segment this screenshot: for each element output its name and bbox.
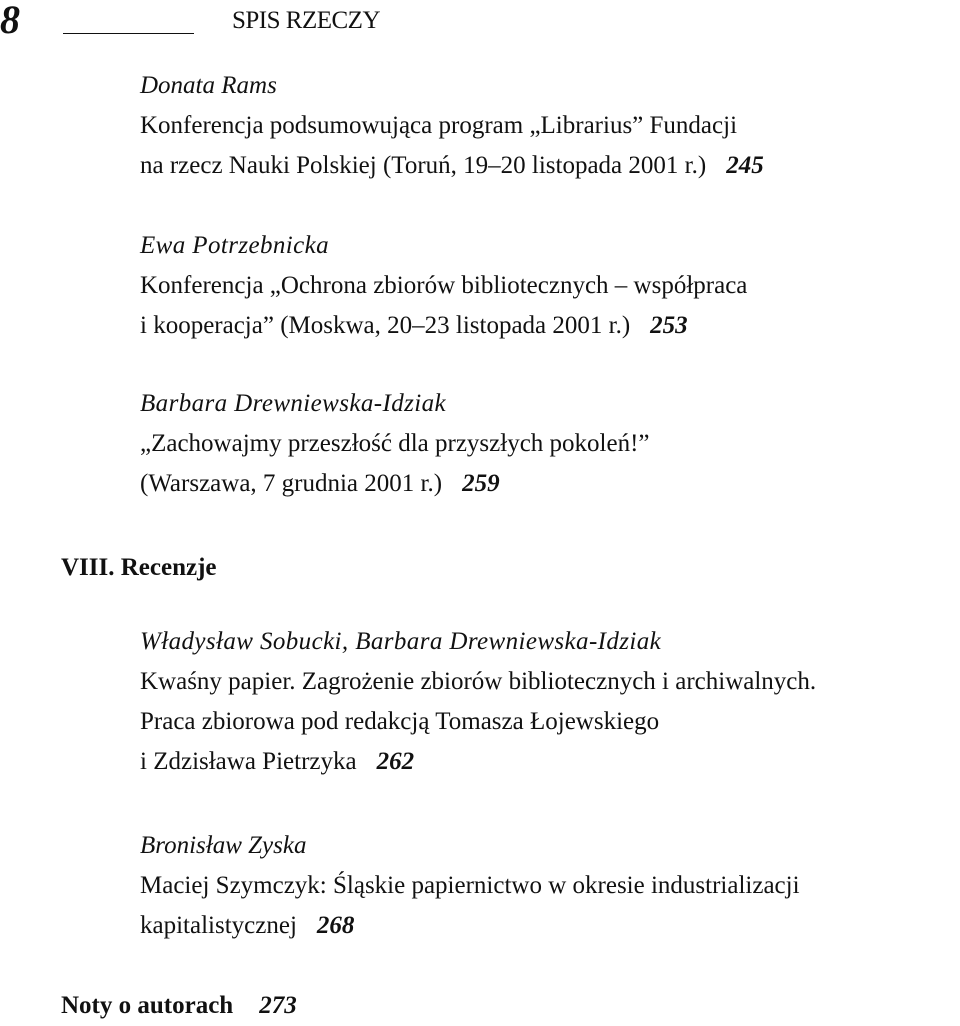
toc-entry [140,66,764,186]
header-rule [63,33,194,34]
section-heading-label: Noty o autorach [61,992,234,1019]
entry-title-line [140,906,800,946]
entry-author: Ewa Potrzebnicka [140,232,330,259]
entry-title-line [140,464,650,504]
entry-author: Władysław Sobucki, Barbara Drewniewska-Idziak [140,628,662,655]
entry-title-text: i kooperacja” (Moskwa, 20–23 listopada 2001 r.) [140,312,631,339]
section-heading-noty [61,986,297,1026]
toc-entry [140,622,816,782]
toc-entry [140,826,800,946]
entry-page-number: 262 [376,748,415,775]
entry-title-text: na rzecz Nauki Polskiej (Toruń, 19–20 listopada 2001 r.) [140,152,707,179]
entry-title-line: Praca zbiorowa pod redakcją Tomasza Łojewskiego [140,708,660,735]
entry-title-line: Maciej Szymczyk: Śląskie papiernictwo w okresie industrializacji [140,872,800,899]
entry-title-text: kapitalistycznej [140,912,297,939]
entry-title-line: „Zachowajmy przeszłość dla przyszłych pokoleń!” [140,430,650,457]
toc-entry [140,384,650,504]
entry-author: Bronisław Zyska [140,832,307,859]
entry-page-number: 268 [316,912,355,939]
entry-author: Barbara Drewniewska-Idziak [140,390,446,417]
entry-title-line [140,306,747,346]
entry-title-text: (Warszawa, 7 grudnia 2001 r.) [140,470,443,497]
toc-entry [140,226,747,346]
entry-title-line: Konferencja „Ochrona zbiorów bibliotecznych – współpraca [140,272,748,299]
entry-page-number: 259 [462,470,500,497]
running-head: SPIS RZECZY [232,7,381,34]
entry-title-line [140,742,816,782]
entry-title-text: i Zdzisława Pietrzyka [140,748,357,775]
entry-page-number: 253 [650,312,688,339]
entry-title-line: Kwaśny papier. Zagrożenie zbiorów bibliotecznych i archiwalnych. [140,668,817,695]
entry-title-line: Konferencja podsumowująca program „Librarius” Fundacji [140,112,738,139]
section-page-number: 273 [259,992,297,1019]
entry-page-number: 245 [726,152,764,179]
section-heading-label: VIII. Recenzje [61,554,217,581]
page-number: 8 [0,0,20,42]
entry-title-line [140,146,764,186]
section-heading-recenzje [61,548,217,588]
entry-author: Donata Rams [140,72,277,99]
